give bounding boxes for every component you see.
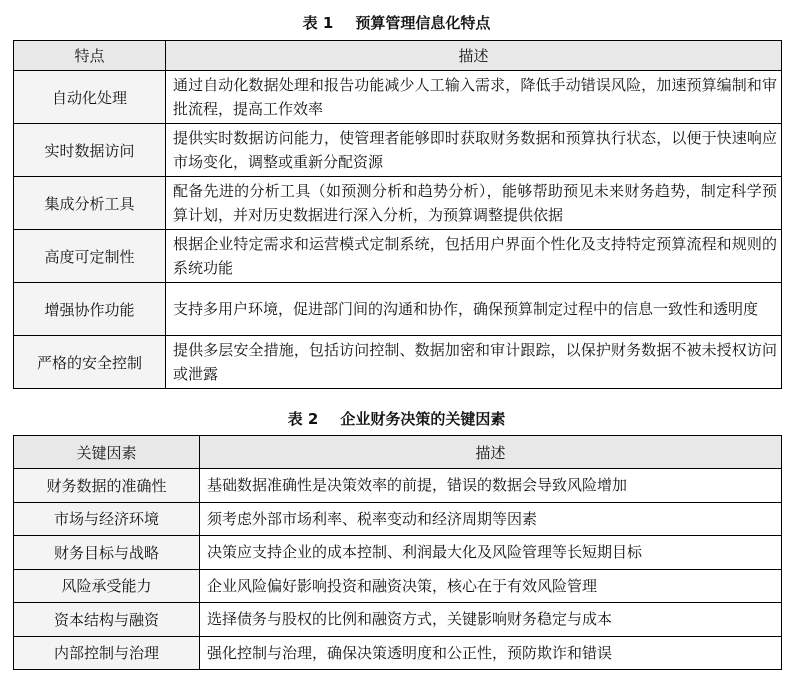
- table2: [13, 435, 782, 670]
- row-description: 通过自动化数据处理和报告功能减少人工输入需求，降低手动错误风险，加速预算编制和审批流程，提高工作效率: [166, 71, 782, 124]
- table-row: [14, 124, 782, 177]
- row-key: 自动化处理: [14, 71, 166, 124]
- row-key: 实时数据访问: [14, 124, 166, 177]
- row-description: 基础数据准确性是决策效率的前提，错误的数据会导致风险增加: [200, 469, 782, 503]
- row-key: 集成分析工具: [14, 177, 166, 230]
- row-description: 提供多层安全措施，包括访问控制、数据加密和审计跟踪，以保护财务数据不被未授权访问或泄露: [166, 336, 782, 389]
- table-header-row: [14, 41, 782, 71]
- table1: [13, 40, 782, 389]
- table2-caption-title: 企业财务决策的关键因素: [340, 410, 506, 428]
- table1-caption-number: 表 1: [302, 14, 334, 32]
- table-row: [14, 603, 782, 637]
- row-description: 企业风险偏好影响投资和融资决策，核心在于有效风险管理: [200, 569, 782, 603]
- row-key: 内部控制与治理: [14, 636, 200, 670]
- table1-caption: [0, 13, 793, 33]
- row-key: 财务目标与战略: [14, 536, 200, 570]
- row-description: 决策应支持企业的成本控制、利润最大化及风险管理等长短期目标: [200, 536, 782, 570]
- header-description: 描述: [166, 41, 782, 71]
- table-row: [14, 177, 782, 230]
- row-key: 严格的安全控制: [14, 336, 166, 389]
- table-row: [14, 502, 782, 536]
- table-row: [14, 283, 782, 336]
- row-key: 风险承受能力: [14, 569, 200, 603]
- table1-caption-title: 预算管理信息化特点: [355, 14, 491, 32]
- table2-caption-number: 表 2: [287, 410, 319, 428]
- table-header-row: [14, 436, 782, 469]
- table-row: [14, 336, 782, 389]
- row-key: 市场与经济环境: [14, 502, 200, 536]
- table-row: [14, 536, 782, 570]
- table-row: [14, 636, 782, 670]
- table-row: [14, 569, 782, 603]
- header-description: 描述: [200, 436, 782, 469]
- row-key: 资本结构与融资: [14, 603, 200, 637]
- table-row: [14, 230, 782, 283]
- row-key: 增强协作功能: [14, 283, 166, 336]
- row-key: 财务数据的准确性: [14, 469, 200, 503]
- table-row: [14, 71, 782, 124]
- header-feature: 特点: [14, 41, 166, 71]
- row-key: 高度可定制性: [14, 230, 166, 283]
- row-description: 强化控制与治理，确保决策透明度和公正性，预防欺诈和错误: [200, 636, 782, 670]
- row-description: 选择债务与股权的比例和融资方式，关键影响财务稳定与成本: [200, 603, 782, 637]
- row-description: 须考虑外部市场利率、税率变动和经济周期等因素: [200, 502, 782, 536]
- table-row: [14, 469, 782, 503]
- header-key-factor: 关键因素: [14, 436, 200, 469]
- row-description: 提供实时数据访问能力，使管理者能够即时获取财务数据和预算执行状态，以便于快速响应市场变化，调整或重新分配资源: [166, 124, 782, 177]
- row-description: 配备先进的分析工具（如预测分析和趋势分析），能够帮助预见未来财务趋势，制定科学预算计划，并对历史数据进行深入分析，为预算调整提供依据: [166, 177, 782, 230]
- row-description: 支持多用户环境，促进部门间的沟通和协作，确保预算制定过程中的信息一致性和透明度: [166, 283, 782, 336]
- row-description: 根据企业特定需求和运营模式定制系统，包括用户界面个性化及支持特定预算流程和规则的系统功能: [166, 230, 782, 283]
- table2-caption: [0, 409, 793, 429]
